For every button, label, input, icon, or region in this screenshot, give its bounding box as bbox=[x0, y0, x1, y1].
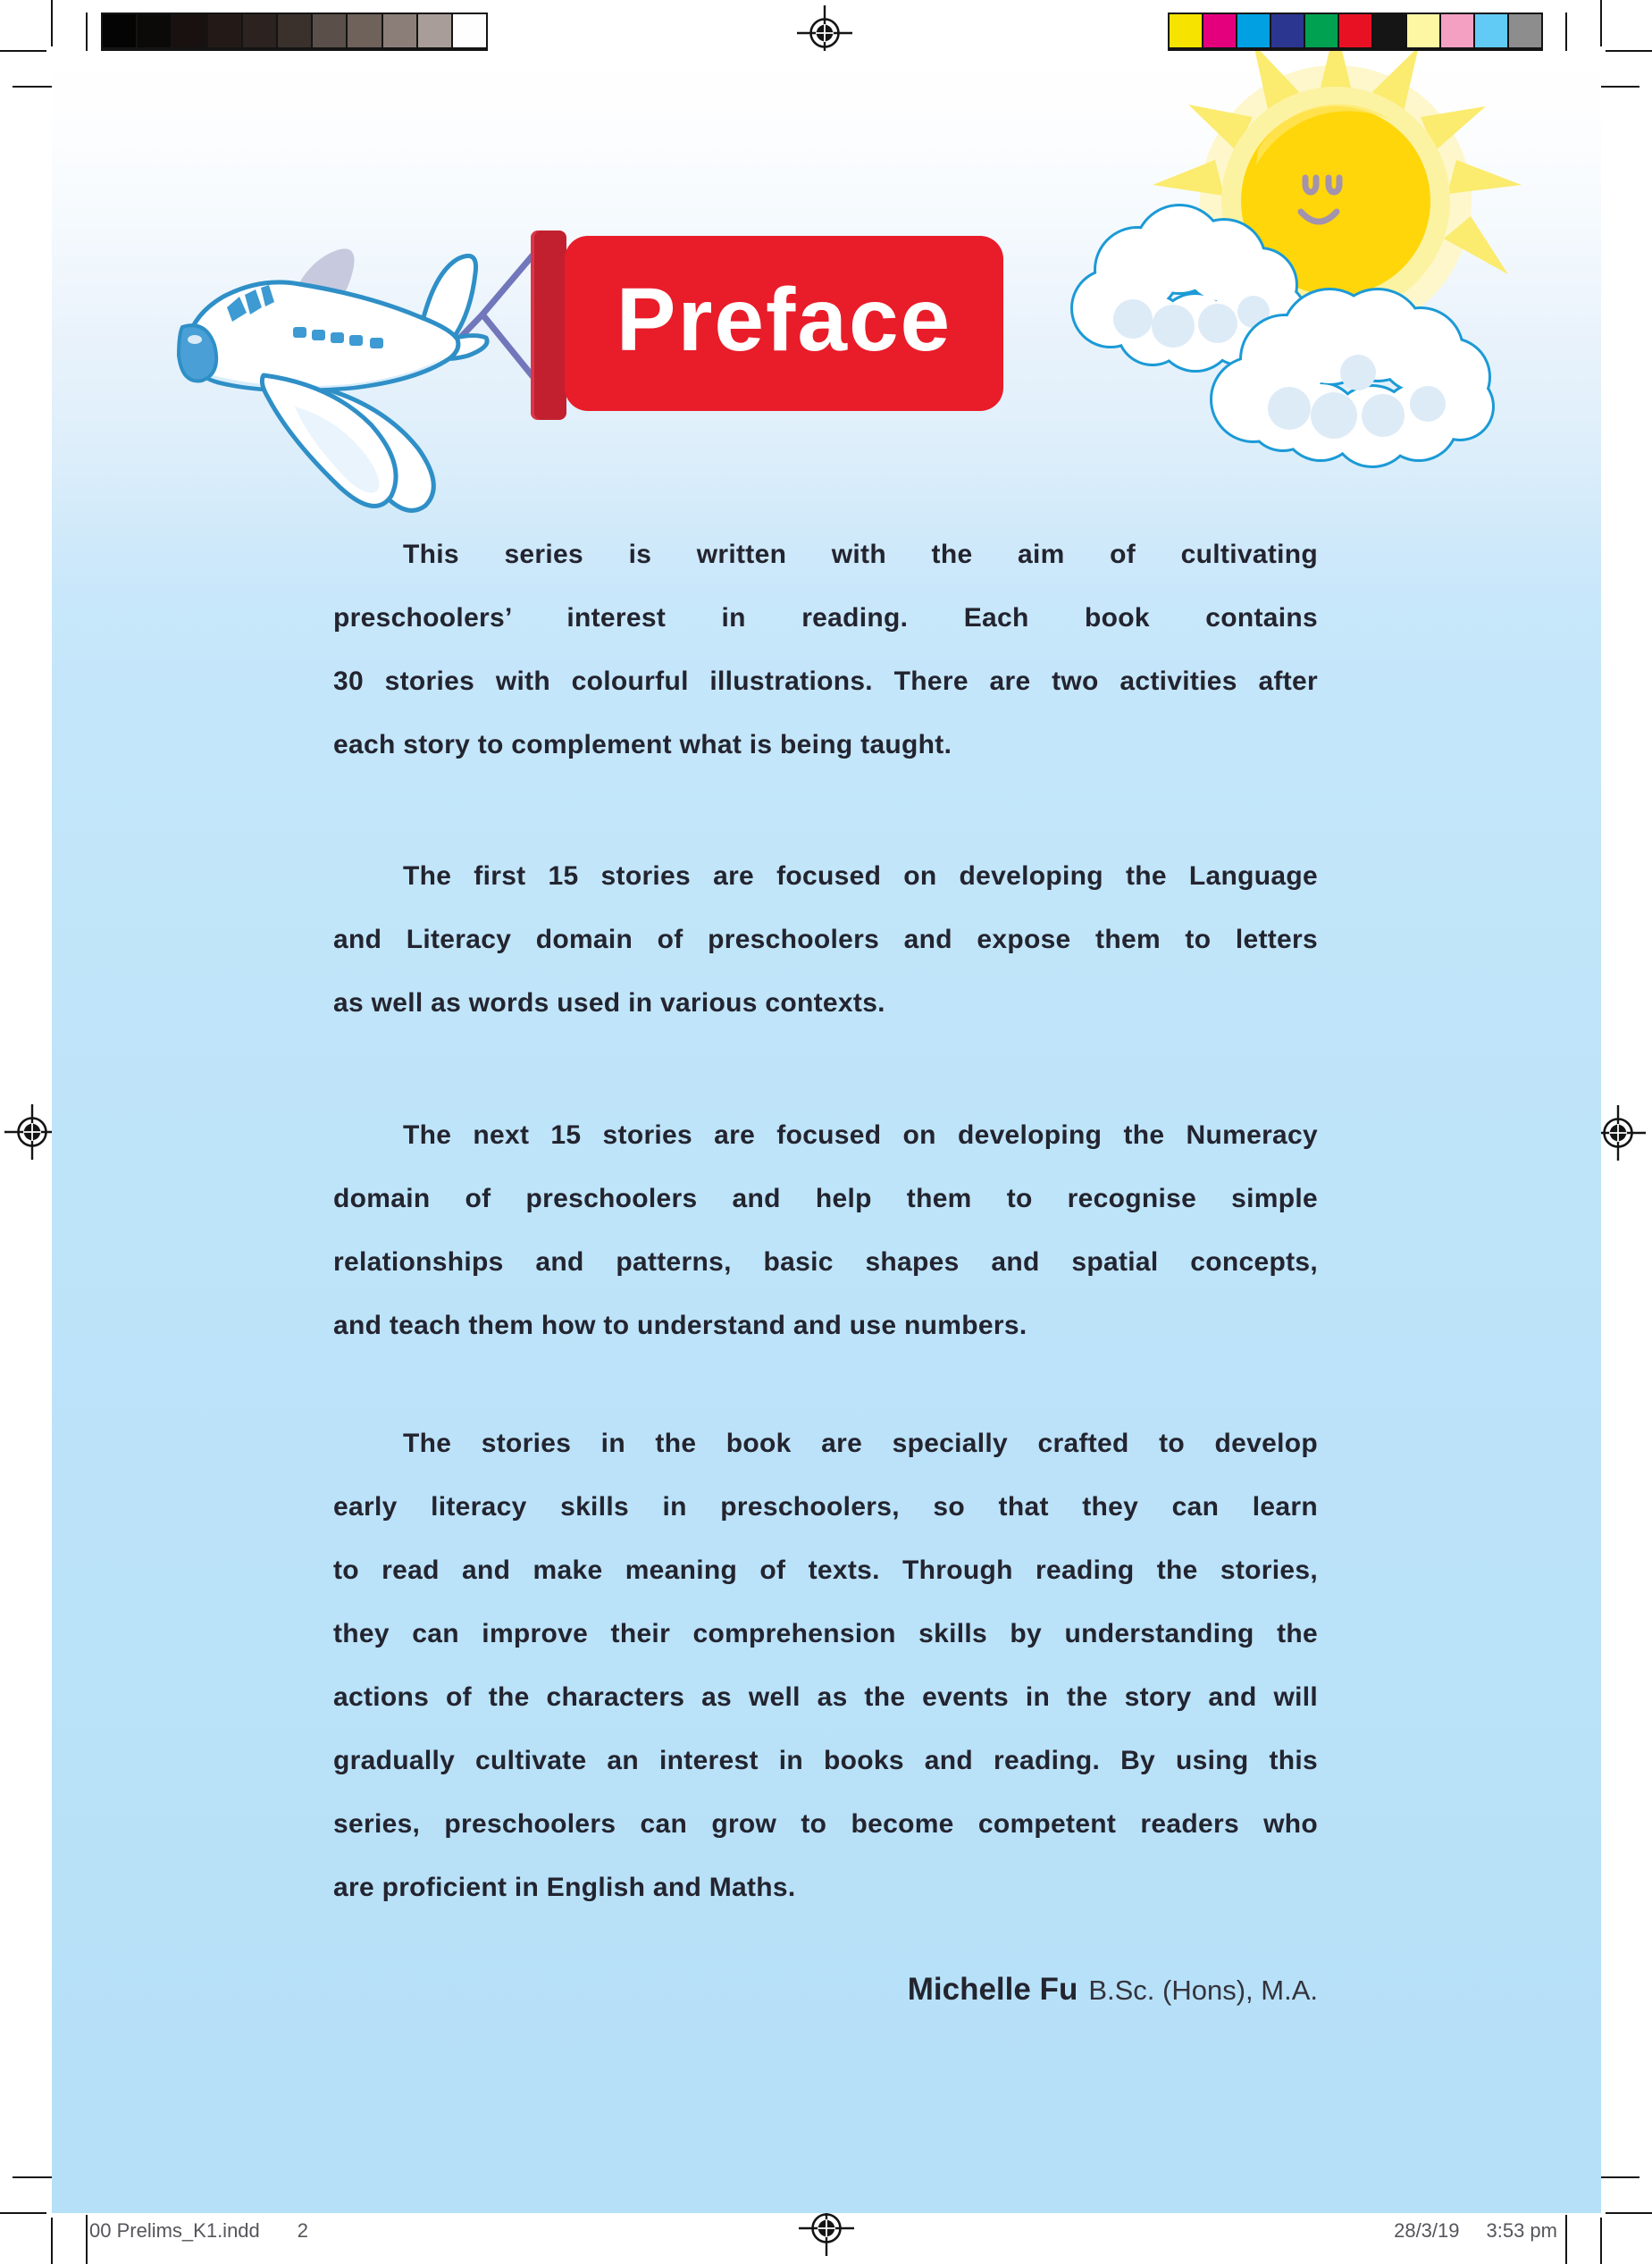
calibration-swatch bbox=[278, 14, 311, 47]
calibration-swatch bbox=[1509, 14, 1541, 47]
footer-file-info bbox=[89, 2219, 308, 2243]
page-number: 2 bbox=[297, 2219, 309, 2242]
calibration-swatch bbox=[1475, 14, 1507, 47]
text-line: The next 15 stories are focused on developing the Numeracy bbox=[403, 1120, 1318, 1150]
text-line: gradually cultivate an interest in books and reading. By using this bbox=[333, 1746, 1318, 1775]
text-line: relationships and patterns, basic shapes and spatial concepts, bbox=[333, 1247, 1318, 1277]
crop-mark bbox=[1606, 50, 1652, 52]
calibration-swatch bbox=[453, 14, 486, 47]
crop-mark bbox=[13, 86, 55, 88]
calibration-swatch bbox=[243, 14, 276, 47]
crop-mark bbox=[1597, 86, 1639, 88]
calibration-swatch bbox=[1305, 14, 1338, 47]
crop-mark bbox=[86, 2215, 88, 2264]
calibration-swatch bbox=[1271, 14, 1304, 47]
crop-mark bbox=[1606, 2212, 1652, 2214]
text-line: and teach them how to understand and use numbers. bbox=[333, 1311, 1027, 1340]
grayscale-calibration-bar bbox=[101, 13, 488, 55]
paragraph-2 bbox=[333, 844, 1318, 1035]
calibration-swatch bbox=[1373, 14, 1405, 47]
calibration-swatch bbox=[1441, 14, 1473, 47]
paragraph-3 bbox=[333, 1103, 1318, 1357]
crop-mark bbox=[51, 2218, 53, 2264]
calibration-swatch bbox=[172, 14, 205, 47]
banner-pole bbox=[531, 231, 566, 420]
color-calibration-bar bbox=[1168, 13, 1543, 55]
calibration-swatch bbox=[383, 14, 416, 47]
text-line: are proficient in English and Maths. bbox=[333, 1873, 796, 1902]
calibration-swatch bbox=[1203, 14, 1236, 47]
crop-mark bbox=[1565, 2215, 1567, 2264]
page-title: Preface bbox=[616, 269, 952, 370]
print-date: 28/3/19 bbox=[1394, 2219, 1460, 2242]
author-name: Michelle Fu bbox=[907, 1972, 1078, 2007]
airplane-illustration bbox=[179, 248, 487, 510]
calibration-swatch bbox=[1170, 14, 1202, 47]
text-line: preschoolers’ interest in reading. Each book contains bbox=[333, 603, 1318, 633]
text-line: they can improve their comprehension skills by understanding the bbox=[333, 1619, 1318, 1648]
text-line: series, preschoolers can grow to become competent readers who bbox=[333, 1809, 1318, 1839]
crop-mark bbox=[1600, 0, 1602, 46]
text-line: The first 15 stories are focused on developing the Language bbox=[403, 861, 1318, 891]
author-credentials: B.Sc. (Hons), M.A. bbox=[1088, 1975, 1318, 2006]
calibration-swatch bbox=[1339, 14, 1371, 47]
file-name: 00 Prelims_K1.indd bbox=[89, 2219, 260, 2242]
crop-mark bbox=[1565, 13, 1567, 55]
crop-mark bbox=[51, 0, 53, 46]
paragraph-1 bbox=[333, 523, 1318, 776]
text-line: actions of the characters as well as the events in the story and will bbox=[333, 1682, 1318, 1712]
author-signature bbox=[908, 1972, 1318, 2008]
paragraph-4 bbox=[333, 1412, 1318, 1919]
text-line: 30 stories with colourful illustrations. There are two activities after bbox=[333, 667, 1318, 696]
footer-timestamp bbox=[1394, 2219, 1557, 2243]
crop-mark bbox=[0, 50, 46, 52]
text-line: early literacy skills in preschoolers, so that they can learn bbox=[333, 1492, 1318, 1522]
text-line: as well as words used in various contexts. bbox=[333, 988, 885, 1018]
calibration-swatch bbox=[313, 14, 346, 47]
calibration-swatch bbox=[138, 14, 171, 47]
text-line: each story to complement what is being taught. bbox=[333, 730, 952, 759]
print-time: 3:53 pm bbox=[1486, 2219, 1557, 2242]
preface-banner bbox=[565, 236, 1003, 411]
crop-mark bbox=[86, 13, 88, 55]
calibration-swatch bbox=[348, 14, 381, 47]
text-line: domain of preschoolers and help them to recognise simple bbox=[333, 1184, 1318, 1213]
page-background bbox=[52, 51, 1601, 2213]
calibration-swatch bbox=[418, 14, 451, 47]
crop-mark bbox=[1597, 2176, 1639, 2178]
text-line: The stories in the book are specially crafted to develop bbox=[403, 1429, 1318, 1458]
calibration-swatch bbox=[208, 14, 241, 47]
text-line: and Literacy domain of preschoolers and expose them to letters bbox=[333, 925, 1318, 954]
crop-mark bbox=[13, 2176, 55, 2178]
crop-mark bbox=[0, 2212, 46, 2214]
calibration-swatch bbox=[1407, 14, 1439, 47]
calibration-swatch bbox=[103, 14, 136, 47]
crop-mark bbox=[1600, 2218, 1602, 2264]
text-line: This series is written with the aim of cultivating bbox=[403, 540, 1318, 569]
calibration-swatch bbox=[1237, 14, 1270, 47]
text-line: to read and make meaning of texts. Through reading the stories, bbox=[333, 1555, 1318, 1585]
